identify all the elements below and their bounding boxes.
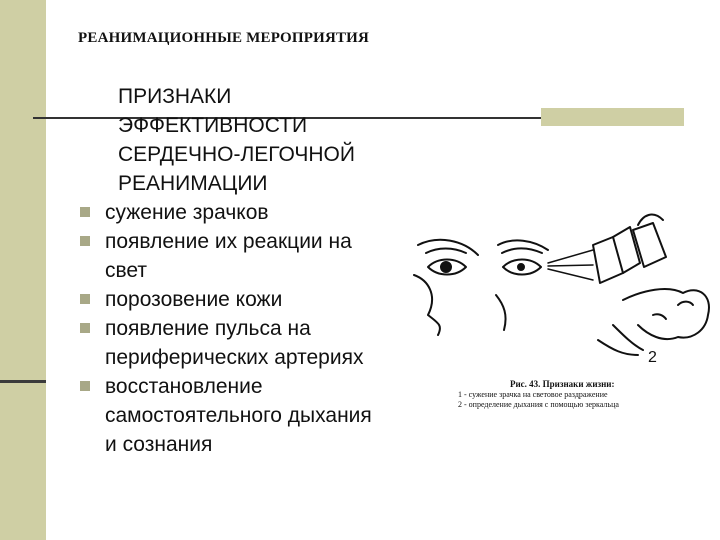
slide-content bbox=[80, 82, 425, 459]
face-outline bbox=[414, 240, 478, 335]
bullet-text: свет bbox=[105, 259, 148, 282]
bullet-text: появление их реакции на bbox=[105, 230, 352, 253]
bullet-text: периферических артериях bbox=[105, 346, 364, 369]
bullet-item bbox=[80, 314, 425, 372]
slide-title: РЕАНИМАЦИОННЫЕ МЕРОПРИЯТИЯ bbox=[78, 30, 370, 46]
caption-line: 2 - определение дыхания с помощью зеркальца bbox=[458, 400, 619, 409]
heading-line: ПРИЗНАКИ bbox=[118, 85, 232, 108]
mirror-icon bbox=[633, 223, 666, 267]
caption-title: Рис. 43. Признаки жизни: bbox=[510, 379, 615, 389]
light-beam bbox=[548, 250, 593, 280]
bullet-text: и сознания bbox=[105, 433, 213, 456]
bullet-item bbox=[80, 372, 425, 459]
bullet-item bbox=[80, 285, 425, 314]
bullet-text: самостоятельного дыхания bbox=[105, 404, 372, 427]
bullet-item bbox=[80, 198, 425, 227]
bullet-text: порозовение кожи bbox=[105, 288, 283, 311]
bullet-text: сужение зрачков bbox=[105, 201, 269, 224]
square-bullet-icon bbox=[80, 236, 90, 246]
patient-head bbox=[623, 289, 709, 339]
square-bullet-icon bbox=[80, 294, 90, 304]
heading-line: ЭФФЕКТИВНОСТИ bbox=[118, 114, 308, 137]
figure-caption bbox=[458, 378, 713, 410]
heading-line: СЕРДЕЧНО-ЛЕГОЧНОЙ bbox=[118, 143, 355, 166]
pupil-icon bbox=[441, 262, 451, 272]
bullet-text: восстановление bbox=[105, 375, 263, 398]
bullet-item bbox=[80, 227, 425, 285]
section-heading bbox=[80, 82, 425, 198]
flashlight-icon bbox=[593, 237, 623, 283]
rule-accent-block bbox=[541, 108, 684, 126]
figure-label-2: 2 bbox=[648, 349, 657, 366]
heading-line: РЕАНИМАЦИИ bbox=[118, 172, 268, 195]
left-bar-divider bbox=[0, 380, 46, 383]
face-outline bbox=[496, 240, 548, 330]
bullet-list bbox=[80, 198, 425, 459]
square-bullet-icon bbox=[80, 323, 90, 333]
left-decorative-bar bbox=[0, 0, 46, 540]
bullet-text: появление пульса на bbox=[105, 317, 311, 340]
square-bullet-icon bbox=[80, 381, 90, 391]
eyebrow bbox=[502, 249, 542, 254]
eyebrow bbox=[426, 249, 466, 254]
pupil-icon bbox=[518, 264, 524, 270]
square-bullet-icon bbox=[80, 207, 90, 217]
caption-line: 1 - сужение зрачка на световое раздражение bbox=[458, 390, 608, 399]
